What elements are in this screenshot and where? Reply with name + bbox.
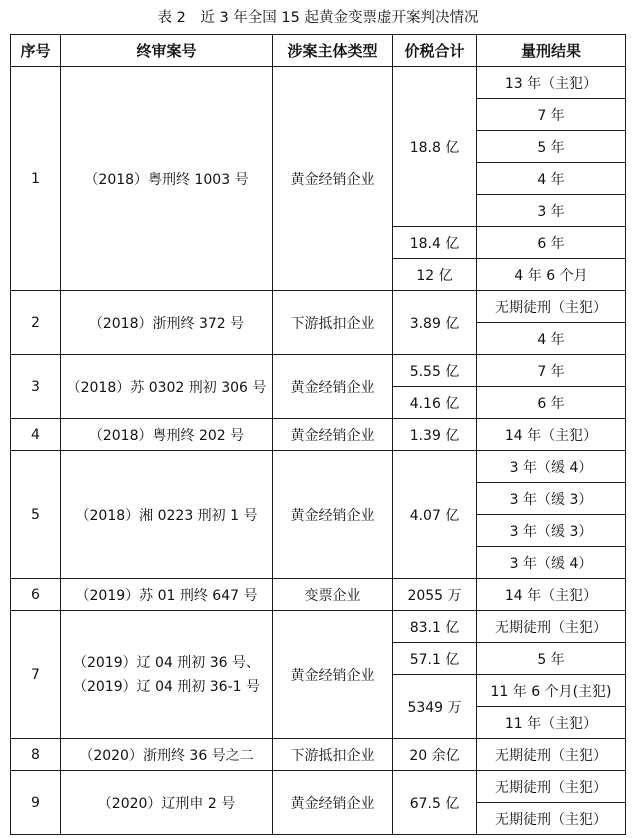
cell-sentence: 4 年 [477,323,626,355]
cell-case-no [61,611,273,739]
header-row [11,35,626,67]
cell-amount: 5.55 亿 [393,355,477,387]
cell-case-no: （2020）辽刑申 2 号 [61,771,273,835]
cell-sentence: 3 年（缓 3） [477,483,626,515]
cell-index: 9 [11,771,61,835]
table-row [11,611,626,643]
cell-sentence: 7 年 [477,355,626,387]
cell-sentence: 3 年（缓 4） [477,451,626,483]
cell-subject-type: 下游抵扣企业 [273,291,393,355]
cell-amount: 67.5 亿 [393,771,477,835]
cell-amount: 83.1 亿 [393,611,477,643]
cell-subject-type: 黄金经销企业 [273,419,393,451]
cell-sentence: 6 年 [477,387,626,419]
cell-case-no: （2020）浙刑终 36 号之二 [61,739,273,771]
cell-sentence: 无期徒刑（主犯） [477,291,626,323]
cell-sentence: 14 年（主犯） [477,579,626,611]
cell-subject-type: 黄金经销企业 [273,771,393,835]
cell-amount: 57.1 亿 [393,643,477,675]
cell-amount: 18.4 亿 [393,227,477,259]
cell-sentence: 3 年（缓 3） [477,515,626,547]
cell-sentence: 14 年（主犯） [477,419,626,451]
cell-sentence: 13 年（主犯） [477,67,626,99]
cell-sentence: 无期徒刑（主犯） [477,739,626,771]
cell-subject-type: 黄金经销企业 [273,611,393,739]
cell-sentence: 4 年 6 个月 [477,259,626,291]
cell-subject-type: 下游抵扣企业 [273,739,393,771]
header-index: 序号 [11,35,61,67]
cell-sentence: 无期徒刑（主犯） [477,771,626,803]
table-caption: 表 2 近 3 年全国 15 起黄金变票虚开案判决情况 [157,10,479,26]
table-row [11,67,626,99]
cell-sentence: 5 年 [477,131,626,163]
cell-amount: 1.39 亿 [393,419,477,451]
case-no-line: （2019）辽 04 刑初 36-1 号 [72,678,261,695]
table-row [11,451,626,483]
header-case-no: 终审案号 [61,35,273,67]
table-row [11,579,626,611]
cell-sentence: 无期徒刑（主犯） [477,611,626,643]
cell-sentence: 5 年 [477,643,626,675]
cell-amount: 18.8 亿 [393,67,477,227]
cell-case-no: （2018）粤刑终 1003 号 [61,67,273,291]
cell-sentence: 3 年（缓 4） [477,547,626,579]
cell-amount: 20 余亿 [393,739,477,771]
cell-subject-type: 黄金经销企业 [273,451,393,579]
cell-amount: 4.07 亿 [393,451,477,579]
cell-amount: 4.16 亿 [393,387,477,419]
cell-subject-type: 黄金经销企业 [273,67,393,291]
cell-index: 1 [11,67,61,291]
cell-case-no: （2018）粤刑终 202 号 [61,419,273,451]
header-sentence: 量刑结果 [477,35,626,67]
cell-index: 2 [11,291,61,355]
table-row [11,739,626,771]
cell-amount: 2055 万 [393,579,477,611]
cell-index: 4 [11,419,61,451]
cell-index: 5 [11,451,61,579]
cell-case-no: （2019）苏 01 刑终 647 号 [61,579,273,611]
table-row [11,419,626,451]
cell-index: 3 [11,355,61,419]
cell-amount: 3.89 亿 [393,291,477,355]
cell-amount: 5349 万 [393,675,477,739]
cell-sentence: 11 年（主犯） [477,707,626,739]
cell-index: 6 [11,579,61,611]
cell-case-no: （2018）苏 0302 刑初 306 号 [61,355,273,419]
table-row [11,355,626,387]
cell-index: 7 [11,611,61,739]
table-row [11,291,626,323]
header-amount: 价税合计 [393,35,477,67]
cell-case-no: （2018）湘 0223 刑初 1 号 [61,451,273,579]
cell-subject-type: 黄金经销企业 [273,355,393,419]
cell-sentence: 无期徒刑（主犯） [477,803,626,835]
cell-sentence: 4 年 [477,163,626,195]
cell-case-no: （2018）浙刑终 372 号 [61,291,273,355]
header-subject-type: 涉案主体类型 [273,35,393,67]
cell-amount: 12 亿 [393,259,477,291]
table-row [11,771,626,803]
cell-sentence: 6 年 [477,227,626,259]
cell-index: 8 [11,739,61,771]
case-no-line: （2019）辽 04 刑初 36 号、 [72,654,261,671]
cell-sentence: 11 年 6 个月(主犯) [477,675,626,707]
cell-sentence: 3 年 [477,195,626,227]
cell-sentence: 7 年 [477,99,626,131]
judgment-table [10,34,626,835]
cell-subject-type: 变票企业 [273,579,393,611]
